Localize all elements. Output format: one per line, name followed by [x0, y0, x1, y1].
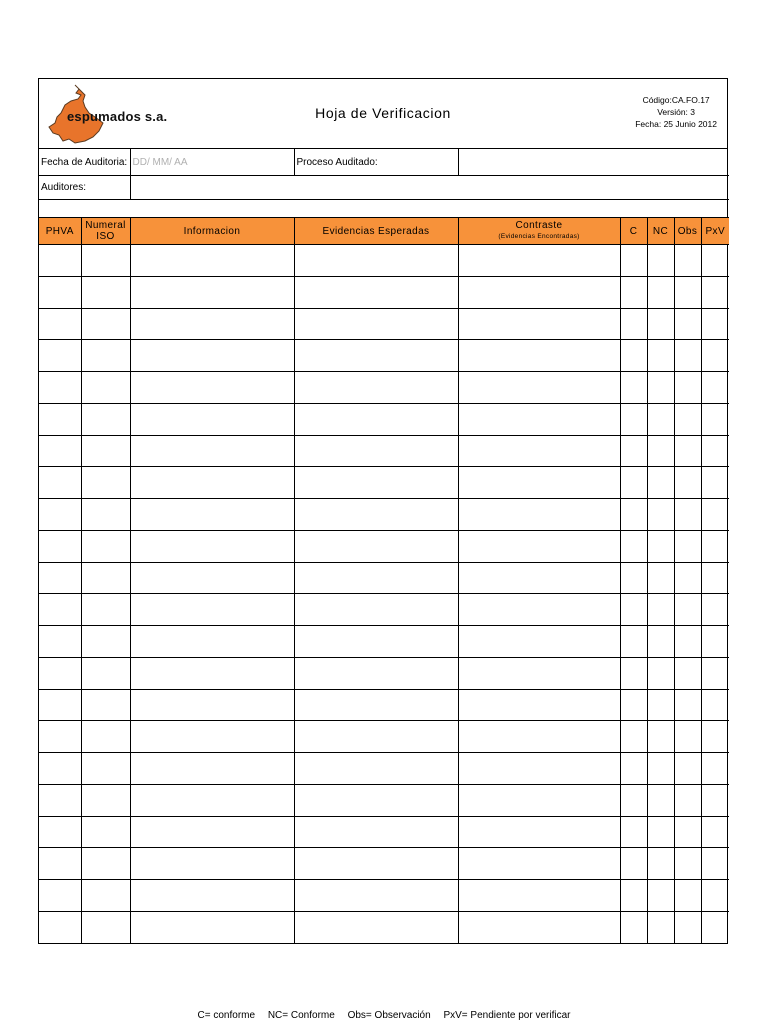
- table-cell[interactable]: [39, 467, 81, 499]
- table-cell[interactable]: [620, 626, 647, 658]
- table-cell[interactable]: [39, 245, 81, 277]
- table-cell[interactable]: [130, 499, 294, 531]
- table-cell[interactable]: [130, 784, 294, 816]
- table-cell[interactable]: [647, 372, 674, 404]
- table-cell[interactable]: [130, 308, 294, 340]
- table-cell[interactable]: [674, 657, 701, 689]
- table-cell[interactable]: [294, 499, 458, 531]
- table-cell[interactable]: [620, 435, 647, 467]
- table-cell[interactable]: [130, 562, 294, 594]
- table-cell[interactable]: [674, 880, 701, 912]
- audit-info-table: [39, 149, 729, 217]
- table-cell[interactable]: [294, 848, 458, 880]
- table-cell[interactable]: [458, 467, 620, 499]
- table-row: [39, 276, 729, 308]
- table-cell[interactable]: [647, 594, 674, 626]
- table-cell[interactable]: [294, 372, 458, 404]
- table-cell[interactable]: [294, 276, 458, 308]
- table-cell[interactable]: [458, 911, 620, 942]
- table-cell[interactable]: [674, 467, 701, 499]
- table-cell[interactable]: [39, 562, 81, 594]
- table-cell[interactable]: [130, 245, 294, 277]
- table-cell[interactable]: [294, 594, 458, 626]
- table-cell[interactable]: [647, 911, 674, 942]
- table-cell[interactable]: [458, 626, 620, 658]
- table-cell[interactable]: [81, 784, 130, 816]
- table-cell[interactable]: [674, 435, 701, 467]
- table-cell[interactable]: [294, 880, 458, 912]
- table-cell[interactable]: [701, 784, 729, 816]
- table-cell[interactable]: [620, 467, 647, 499]
- table-cell[interactable]: [701, 308, 729, 340]
- table-cell[interactable]: [130, 689, 294, 721]
- table-cell[interactable]: [647, 848, 674, 880]
- table-cell[interactable]: [130, 467, 294, 499]
- contraste-label: Contraste: [515, 220, 563, 231]
- table-row: [39, 530, 729, 562]
- table-cell[interactable]: [81, 721, 130, 753]
- table-cell[interactable]: [81, 816, 130, 848]
- table-cell[interactable]: [39, 403, 81, 435]
- table-cell[interactable]: [647, 276, 674, 308]
- table-cell[interactable]: [130, 340, 294, 372]
- legend-obs: Obs= Observación: [347, 1010, 431, 1021]
- table-cell[interactable]: [701, 721, 729, 753]
- table-cell[interactable]: [294, 245, 458, 277]
- table-cell[interactable]: [39, 594, 81, 626]
- table-cell[interactable]: [81, 499, 130, 531]
- table-cell[interactable]: [458, 276, 620, 308]
- document-header: [39, 79, 727, 149]
- table-cell[interactable]: [130, 816, 294, 848]
- table-cell[interactable]: [294, 911, 458, 942]
- table-row: [39, 880, 729, 912]
- table-cell[interactable]: [458, 340, 620, 372]
- table-row: [39, 245, 729, 277]
- table-cell[interactable]: [620, 816, 647, 848]
- table-row: [39, 372, 729, 404]
- col-evidencias: Evidencias Esperadas: [294, 218, 458, 245]
- table-cell[interactable]: [701, 403, 729, 435]
- table-cell[interactable]: [620, 911, 647, 942]
- table-cell[interactable]: [130, 626, 294, 658]
- table-cell[interactable]: [39, 816, 81, 848]
- legend-c: C= conforme: [197, 1010, 256, 1021]
- table-cell[interactable]: [294, 657, 458, 689]
- fecha-label: Fecha de Auditoria:: [39, 149, 130, 176]
- table-cell[interactable]: [701, 499, 729, 531]
- table-cell[interactable]: [294, 626, 458, 658]
- table-cell[interactable]: [130, 530, 294, 562]
- table-row: [39, 403, 729, 435]
- table-cell[interactable]: [647, 816, 674, 848]
- table-cell[interactable]: [294, 340, 458, 372]
- table-cell[interactable]: [647, 340, 674, 372]
- col-contraste: [458, 218, 620, 245]
- table-cell[interactable]: [674, 594, 701, 626]
- table-cell[interactable]: [81, 372, 130, 404]
- table-cell[interactable]: [81, 308, 130, 340]
- table-cell[interactable]: [701, 276, 729, 308]
- verification-table: [39, 217, 729, 943]
- table-cell[interactable]: [39, 848, 81, 880]
- document-title: Hoja de Verificacion: [315, 105, 451, 121]
- table-cell[interactable]: [701, 911, 729, 942]
- table-cell[interactable]: [674, 562, 701, 594]
- table-cell[interactable]: [458, 403, 620, 435]
- legend-pxv: PxV= Pendiente por verificar: [443, 1010, 571, 1021]
- table-row: [39, 626, 729, 658]
- table-cell[interactable]: [39, 753, 81, 785]
- table-cell[interactable]: [81, 340, 130, 372]
- table-cell[interactable]: [674, 372, 701, 404]
- table-cell[interactable]: [294, 308, 458, 340]
- table-row: [39, 689, 729, 721]
- table-cell[interactable]: [130, 880, 294, 912]
- table-cell[interactable]: [458, 372, 620, 404]
- auditores-input[interactable]: [130, 176, 729, 200]
- table-cell[interactable]: [39, 689, 81, 721]
- table-cell[interactable]: [39, 499, 81, 531]
- table-cell[interactable]: [130, 721, 294, 753]
- table-cell[interactable]: [81, 911, 130, 942]
- table-cell[interactable]: [674, 689, 701, 721]
- table-cell[interactable]: [701, 816, 729, 848]
- table-cell[interactable]: [130, 848, 294, 880]
- table-cell[interactable]: [701, 753, 729, 785]
- table-cell[interactable]: [39, 340, 81, 372]
- proceso-label: Proceso Auditado:: [294, 149, 458, 176]
- table-cell[interactable]: [81, 848, 130, 880]
- table-cell[interactable]: [458, 435, 620, 467]
- table-cell[interactable]: [458, 848, 620, 880]
- table-cell[interactable]: [39, 880, 81, 912]
- table-cell[interactable]: [81, 562, 130, 594]
- spacer-row: [39, 200, 729, 218]
- table-cell[interactable]: [674, 784, 701, 816]
- table-cell[interactable]: [620, 562, 647, 594]
- legend: [0, 1010, 768, 1021]
- table-cell[interactable]: [294, 435, 458, 467]
- table-cell[interactable]: [620, 276, 647, 308]
- table-cell[interactable]: [701, 657, 729, 689]
- table-cell[interactable]: [39, 435, 81, 467]
- table-row: [39, 562, 729, 594]
- legend-nc: NC= Conforme: [267, 1010, 335, 1021]
- table-cell[interactable]: [701, 467, 729, 499]
- table-cell[interactable]: [39, 308, 81, 340]
- table-cell[interactable]: [647, 721, 674, 753]
- table-cell[interactable]: [647, 308, 674, 340]
- table-cell[interactable]: [674, 721, 701, 753]
- table-cell[interactable]: [81, 657, 130, 689]
- table-row: [39, 308, 729, 340]
- table-cell[interactable]: [458, 880, 620, 912]
- table-cell[interactable]: [81, 403, 130, 435]
- table-cell[interactable]: [674, 753, 701, 785]
- col-c: C: [620, 218, 647, 245]
- table-cell[interactable]: [701, 689, 729, 721]
- table-row: [39, 721, 729, 753]
- table-cell[interactable]: [701, 626, 729, 658]
- table-cell[interactable]: [458, 499, 620, 531]
- proceso-input[interactable]: [458, 149, 729, 176]
- table-cell[interactable]: [294, 721, 458, 753]
- table-cell[interactable]: [458, 816, 620, 848]
- table-cell[interactable]: [620, 403, 647, 435]
- table-cell[interactable]: [701, 880, 729, 912]
- table-cell[interactable]: [701, 594, 729, 626]
- table-cell[interactable]: [674, 626, 701, 658]
- document-meta: [635, 94, 717, 130]
- fecha-input[interactable]: [130, 149, 294, 176]
- table-cell[interactable]: [294, 784, 458, 816]
- table-cell[interactable]: [458, 657, 620, 689]
- col-phva: PHVA: [39, 218, 81, 245]
- table-cell[interactable]: [81, 276, 130, 308]
- table-row: [39, 340, 729, 372]
- col-nc: NC: [647, 218, 674, 245]
- table-cell[interactable]: [620, 689, 647, 721]
- auditores-label: Auditores:: [39, 176, 130, 200]
- table-cell[interactable]: [620, 721, 647, 753]
- table-cell[interactable]: [701, 530, 729, 562]
- table-row: [39, 657, 729, 689]
- table-cell[interactable]: [647, 657, 674, 689]
- table-cell[interactable]: [620, 499, 647, 531]
- table-cell[interactable]: [647, 530, 674, 562]
- table-cell[interactable]: [81, 467, 130, 499]
- table-cell[interactable]: [130, 753, 294, 785]
- table-cell[interactable]: [674, 403, 701, 435]
- table-cell[interactable]: [674, 308, 701, 340]
- table-cell[interactable]: [647, 245, 674, 277]
- table-cell[interactable]: [458, 308, 620, 340]
- table-row: [39, 816, 729, 848]
- table-cell[interactable]: [701, 848, 729, 880]
- table-cell[interactable]: [674, 848, 701, 880]
- table-cell[interactable]: [647, 499, 674, 531]
- table-cell[interactable]: [294, 753, 458, 785]
- table-cell[interactable]: [81, 435, 130, 467]
- table-cell[interactable]: [39, 626, 81, 658]
- table-cell[interactable]: [458, 784, 620, 816]
- table-cell[interactable]: [647, 880, 674, 912]
- table-cell[interactable]: [294, 530, 458, 562]
- table-cell[interactable]: [130, 911, 294, 942]
- table-cell[interactable]: [674, 530, 701, 562]
- table-cell[interactable]: [294, 467, 458, 499]
- table-cell[interactable]: [701, 245, 729, 277]
- table-cell[interactable]: [674, 245, 701, 277]
- table-cell[interactable]: [458, 594, 620, 626]
- table-row: [39, 467, 729, 499]
- table-cell[interactable]: [674, 340, 701, 372]
- table-cell[interactable]: [647, 562, 674, 594]
- table-cell[interactable]: [620, 657, 647, 689]
- table-cell[interactable]: [39, 721, 81, 753]
- table-cell[interactable]: [620, 340, 647, 372]
- table-cell[interactable]: [458, 245, 620, 277]
- table-cell[interactable]: [458, 530, 620, 562]
- table-row: [39, 784, 729, 816]
- col-informacion: Informacion: [130, 218, 294, 245]
- table-cell[interactable]: [458, 689, 620, 721]
- table-cell[interactable]: [458, 753, 620, 785]
- contraste-sublabel: (Evidencias Encontradas): [498, 233, 580, 240]
- table-cell[interactable]: [39, 784, 81, 816]
- table-cell[interactable]: [674, 499, 701, 531]
- table-cell[interactable]: [620, 753, 647, 785]
- table-cell[interactable]: [81, 753, 130, 785]
- table-cell[interactable]: [620, 880, 647, 912]
- table-cell[interactable]: [81, 245, 130, 277]
- table-cell[interactable]: [647, 784, 674, 816]
- logo-text: espumados s.a.: [67, 109, 168, 124]
- table-cell[interactable]: [620, 784, 647, 816]
- table-row: [39, 911, 729, 942]
- table-cell[interactable]: [647, 626, 674, 658]
- col-pxv: PxV: [701, 218, 729, 245]
- table-cell[interactable]: [130, 372, 294, 404]
- table-cell[interactable]: [130, 403, 294, 435]
- table-cell[interactable]: [620, 530, 647, 562]
- table-cell[interactable]: [620, 594, 647, 626]
- col-obs: Obs: [674, 218, 701, 245]
- document-version: Versión: 3: [657, 107, 696, 117]
- table-cell[interactable]: [620, 308, 647, 340]
- table-cell[interactable]: [294, 562, 458, 594]
- table-cell[interactable]: [647, 467, 674, 499]
- table-cell[interactable]: [701, 340, 729, 372]
- table-cell[interactable]: [701, 562, 729, 594]
- table-cell[interactable]: [130, 435, 294, 467]
- table-row: [39, 594, 729, 626]
- table-cell[interactable]: [39, 530, 81, 562]
- table-cell[interactable]: [81, 689, 130, 721]
- table-row: [39, 848, 729, 880]
- document-code: Código:CA.FO.17: [642, 95, 710, 105]
- table-row: [39, 499, 729, 531]
- table-cell[interactable]: [130, 657, 294, 689]
- table-cell[interactable]: [81, 594, 130, 626]
- col-numeral-iso: Numeral ISO: [81, 218, 130, 245]
- table-row: [39, 435, 729, 467]
- table-cell[interactable]: [39, 276, 81, 308]
- table-cell[interactable]: [81, 530, 130, 562]
- table-cell[interactable]: [39, 372, 81, 404]
- table-cell[interactable]: [294, 816, 458, 848]
- document-date: Fecha: 25 Junio 2012: [635, 119, 717, 129]
- table-cell[interactable]: [647, 403, 674, 435]
- fecha-placeholder: DD/ MM/ AA: [132, 156, 188, 168]
- verification-sheet: [38, 78, 728, 944]
- table-cell[interactable]: [458, 721, 620, 753]
- table-cell[interactable]: [620, 372, 647, 404]
- table-cell[interactable]: [674, 816, 701, 848]
- table-cell[interactable]: [674, 276, 701, 308]
- table-cell[interactable]: [130, 594, 294, 626]
- table-cell[interactable]: [647, 753, 674, 785]
- table-cell[interactable]: [674, 911, 701, 942]
- table-cell[interactable]: [81, 880, 130, 912]
- table-cell[interactable]: [81, 626, 130, 658]
- table-cell[interactable]: [294, 689, 458, 721]
- table-cell[interactable]: [620, 848, 647, 880]
- table-cell[interactable]: [130, 276, 294, 308]
- table-cell[interactable]: [701, 435, 729, 467]
- table-cell[interactable]: [294, 403, 458, 435]
- table-cell[interactable]: [701, 372, 729, 404]
- table-cell[interactable]: [39, 657, 81, 689]
- table-cell[interactable]: [647, 435, 674, 467]
- table-row: [39, 753, 729, 785]
- table-cell[interactable]: [647, 689, 674, 721]
- table-cell[interactable]: [39, 911, 81, 942]
- table-cell[interactable]: [620, 245, 647, 277]
- table-cell[interactable]: [458, 562, 620, 594]
